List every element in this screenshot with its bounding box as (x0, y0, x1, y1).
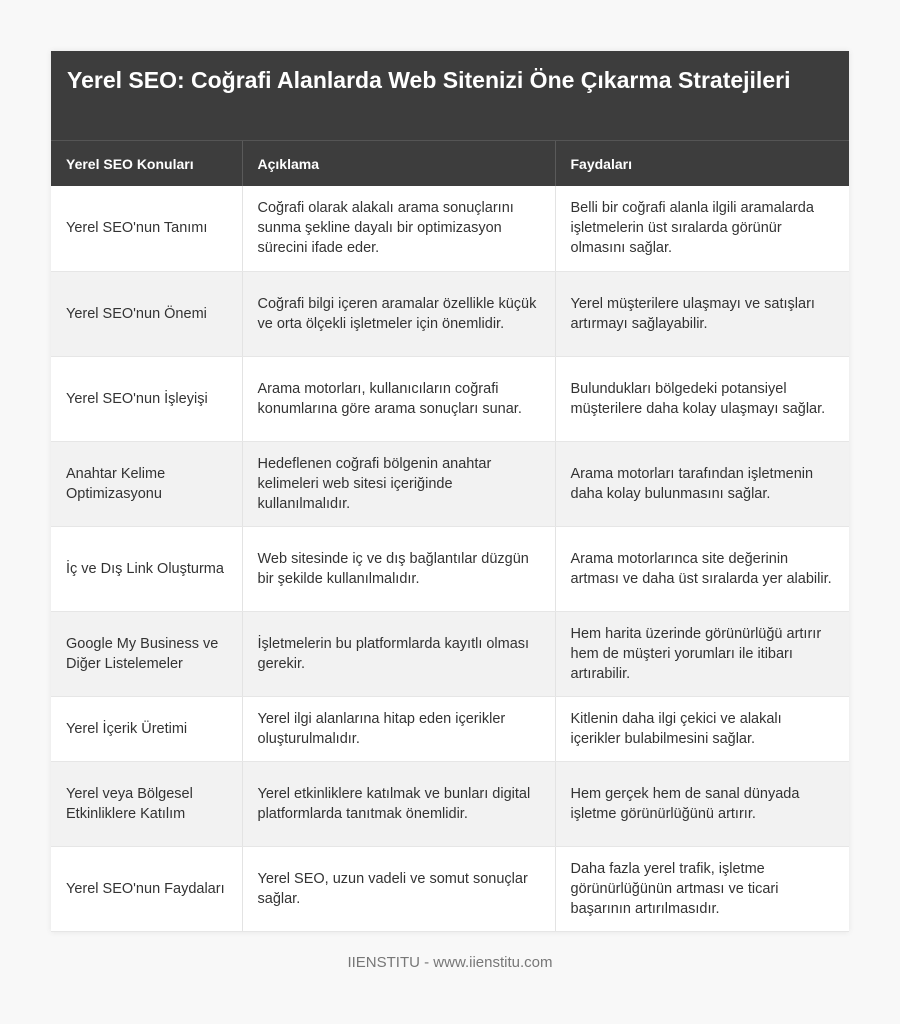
cell-benefit: Kitlenin daha ilgi çekici ve alakalı içerikler bulabilmesini sağlar. (555, 696, 849, 761)
column-header-topic: Yerel SEO Konuları (51, 141, 242, 186)
table-card (51, 51, 849, 932)
cell-description: Yerel ilgi alanlarına hitap eden içerikler oluşturulmalıdır. (242, 696, 555, 761)
cell-topic: Yerel SEO'nun Tanımı (51, 186, 242, 271)
cell-description: Web sitesinde iç ve dış bağlantılar düzgün bir şekilde kullanılmalıdır. (242, 526, 555, 611)
table-header-row (51, 141, 849, 186)
table-row (51, 526, 849, 611)
cell-benefit: Hem gerçek hem de sanal dünyada işletme görünürlüğünü artırır. (555, 761, 849, 846)
cell-topic: Yerel İçerik Üretimi (51, 696, 242, 761)
cell-description: Coğrafi olarak alakalı arama sonuçlarını sunma şekline dayalı bir optimizasyon sürecini ifade eder. (242, 186, 555, 271)
cell-benefit: Bulundukları bölgedeki potansiyel müşterilere daha kolay ulaşmayı sağlar. (555, 356, 849, 441)
cell-topic: Yerel SEO'nun Faydaları (51, 846, 242, 931)
table-row (51, 356, 849, 441)
cell-description: Arama motorları, kullanıcıların coğrafi konumlarına göre arama sonuçları sunar. (242, 356, 555, 441)
table-row (51, 441, 849, 526)
table-row (51, 696, 849, 761)
cell-topic: Yerel veya Bölgesel Etkinliklere Katılım (51, 761, 242, 846)
footer-credit: IIENSTITU - www.iienstitu.com (347, 954, 553, 971)
page-title: Yerel SEO: Coğrafi Alanlarda Web Sitenizi Öne Çıkarma Stratejileri (67, 67, 791, 93)
seo-table (51, 141, 849, 932)
title-bar (51, 51, 849, 141)
cell-benefit: Hem harita üzerinde görünürlüğü artırır hem de müşteri yorumları ile itibarı artırabilir. (555, 611, 849, 696)
cell-description: Hedeflenen coğrafi bölgenin anahtar kelimeleri web sitesi içeriğinde kullanılmalıdır. (242, 441, 555, 526)
cell-benefit: Yerel müşterilere ulaşmayı ve satışları artırmayı sağlayabilir. (555, 271, 849, 356)
cell-benefit: Belli bir coğrafi alanla ilgili aramalarda işletmelerin üst sıralarda görünür olmasını sağlar. (555, 186, 849, 271)
cell-benefit: Arama motorlarınca site değerinin artması ve daha üst sıralarda yer alabilir. (555, 526, 849, 611)
cell-benefit: Arama motorları tarafından işletmenin daha kolay bulunmasını sağlar. (555, 441, 849, 526)
column-header-benefit: Faydaları (555, 141, 849, 186)
cell-topic: Yerel SEO'nun Önemi (51, 271, 242, 356)
cell-topic: İç ve Dış Link Oluşturma (51, 526, 242, 611)
table-row (51, 271, 849, 356)
table-row (51, 186, 849, 271)
cell-topic: Anahtar Kelime Optimizasyonu (51, 441, 242, 526)
cell-description: Yerel SEO, uzun vadeli ve somut sonuçlar sağlar. (242, 846, 555, 931)
cell-topic: Yerel SEO'nun İşleyişi (51, 356, 242, 441)
cell-description: İşletmelerin bu platformlarda kayıtlı olması gerekir. (242, 611, 555, 696)
cell-description: Coğrafi bilgi içeren aramalar özellikle küçük ve orta ölçekli işletmeler için önemlidir. (242, 271, 555, 356)
table-row (51, 611, 849, 696)
cell-topic: Google My Business ve Diğer Listelemeler (51, 611, 242, 696)
column-header-description: Açıklama (242, 141, 555, 186)
cell-description: Yerel etkinliklere katılmak ve bunları digital platformlarda tanıtmak önemlidir. (242, 761, 555, 846)
cell-benefit: Daha fazla yerel trafik, işletme görünürlüğünün artması ve ticari başarının artırılmasıdır. (555, 846, 849, 931)
table-row (51, 761, 849, 846)
table-row (51, 846, 849, 931)
